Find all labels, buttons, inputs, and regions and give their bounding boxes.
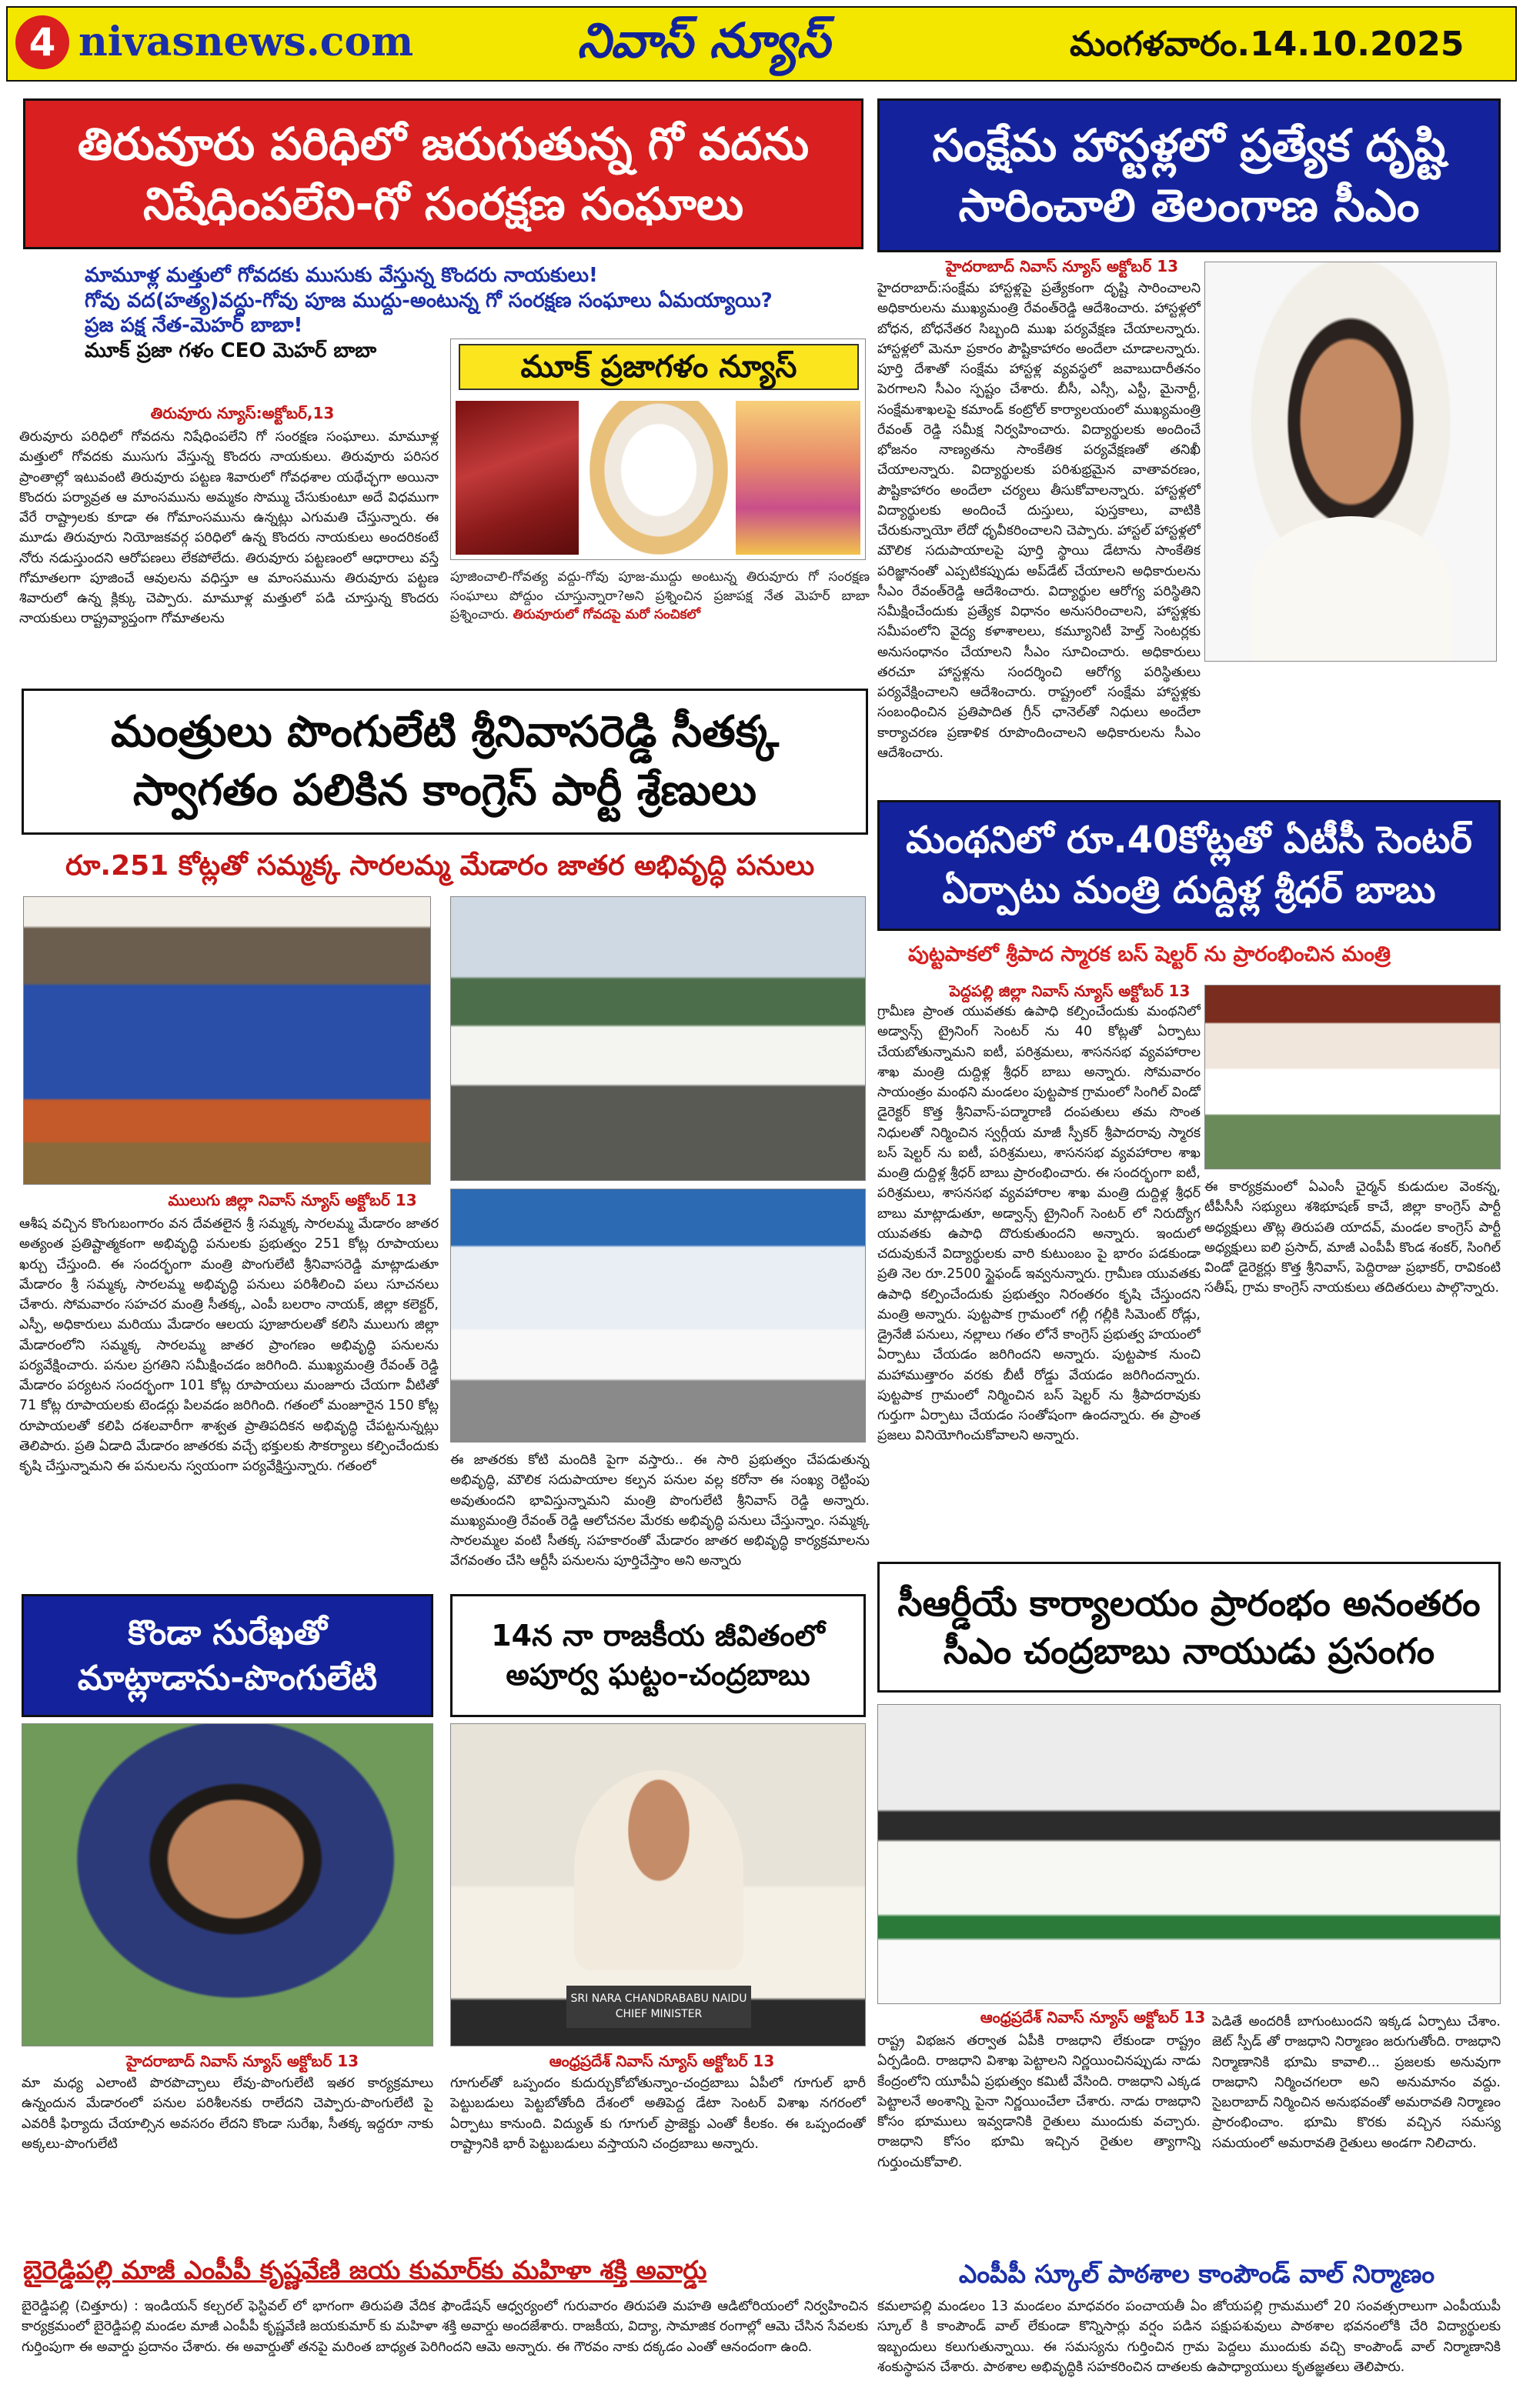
a4-subheadline: పుట్టపాకలో శ్రీపాద స్మారక బస్ షెల్టర్ ను ప్రారంభించిన మంత్రి [908,942,1391,966]
a6-headline: కొండా సురేఖతో మాట్లాడాను-పొంగులేటి [22,1594,433,1717]
a3-photo-3 [450,1189,866,1442]
site-name[interactable]: nivasnews.com [78,18,414,65]
a1-dateline: తిరువూరు న్యూస్:అక్టోబర్,13 [150,404,335,422]
a4-body: గ్రామీణ ప్రాంత యువతకు ఉపాధి కల్పించేందుకు మంథనిలో అడ్వాన్స్ ట్రైనింగ్ సెంటర్ ను 40 కోట్లతో ఏర్పాటు చేయబోతున్నామని ఐటీ, పరిశ్రమలు, శాసనసభ వ్యవహారాల శాఖ మంత్రి దుద్దిళ్ల శ్రీధర్ బాబు అన్నారు. సోమవారం సాయంత్రం మంథని మండలం పుట్టపాక గ్రామంలో సింగిల్ విండో డైరెక్టర్ కొత్త శ్రీనివాస్-పద్మారాణి దంపతులు తమ సొంత నిధులతో నిర్మించిన స్వర్గీయ మాజీ స్పీకర్ శ్రీపాదరావు స్మారక బస్ షెల్టర్ ను ఐటీ, పరిశ్రమలు, శాసనసభ వ్యవహారాల శాఖ మంత్రి దుద్దిళ్ల శ్రీధర్ బాబు ప్రారంభించారు. ఈ సందర్భంగా ఐటీ, పరిశ్రమలు, శాసనసభ వ్యవహారాల శాఖ మంత్రి దుద్దిళ్ల శ్రీధర్ బాబు మాట్లాడుతూ, అడ్వాన్స్ ట్రైనింగ్ సెంటర్ లో నిరుద్యోగ యువతకు ఉపాధి దొరుకుతుందని అన్నారు. ఇందులో చదువుకునే విద్యార్థులకు వారి కుటుంబం పై భారం పడకుండా ప్రతి నెల రూ.2500 స్టైఫండ్ ఇవ్వనున్నారు. గ్రామీణ యువతకు ఉపాధి కల్పించేందుకు ప్రభుత్వం నిరంతరం కృషి చేస్తుందని మంత్రి అన్నారు. పుట్టపాక గ్రామంలో గల్లీ గల్లీకి సిమెంట్ రోడ్లు, డ్రైనేజీ పనులు, నల్లాలు గతం లోనే కాంగ్రెస్ ప్రభుత్వ హయంలో ఏర్పాటు చేయడం జరిగిందని అన్నారు. పుట్టపాక నుంచి మహాముత్తారం వరకు బీటీ రోడ్డు వేయడం జరిగిందన్నారు. పుట్టపాక గ్రామంలో నిర్మించిన బస్ షెల్టర్ ను శ్రీపాదరావుకు గుర్తుగా ఏర్పాటు చేయడం సంతోషంగా ఉందన్నారు. ఈ ప్రాంత ప్రజలు వినియోగించుకోవాలని అన్నారు. [877,1004,1201,1444]
paper-title: నివాస్ న్యూస్ [577,12,830,68]
a1-sub-3: ప్రజ పక్ష నేత-మెహర్ బాబా! [85,314,303,337]
page-number: 4 [15,15,69,69]
a2-dateline: హైదరాబాద్ నివాస్ న్యూస్ అక్టోబర్ 13 [945,257,1179,275]
cow-image [589,401,728,555]
a3-body-2: ఈ జాతరకు కోటి మందికి పైగా వస్తారు.. ఈ సారి ప్రభుత్వం చేపడుతున్న అభివృద్ధి, మౌలిక సదుపాయాల కల్పన పనుల వల్ల కరోనా ఈ సంఖ్య రెట్టింపు అవుతుందని భావిస్తున్నామని మంత్రి పొంగులేటి శ్రీనివాస్ రెడ్డి అన్నారు. ముఖ్యమంత్రి రేవంత్ రెడ్డి ఆలోచనల మేరకు అభివృద్ధి పనులు చేస్తున్నాం. సమ్మక్క సారలమ్మల వంటి సీతక్క సహకారంతో మేడారం జాతర అభివృద్ధి కార్యక్రమాలను వేగవంతం చేసి ఆర్టీసీ పనులను పూర్తిచేస్తాం అని అన్నారు [450,1452,870,1569]
a1-photo-title: మూక్ ప్రజాగళం న్యూస్ [459,344,859,390]
a3-photo-2 [450,896,866,1181]
a1-body: తిరువూరు పరిధిలో గోవదను నిషేధింపలేని గో సంరక్షణ సంఘాలు. మామూళ్ల మత్తులో గోవదకు ముసుగు వేస్తున్న కొందరు నాయకులు. తిరువూరు పరిసర ప్రాంతాల్లో ఇటువంటి తిరువూరు పట్టణ శివారులో గోవధశాల యథేచ్ఛగా అయినా కొందరు పర్యావ్రత ఆ మాంసమును అమ్మకం సొమ్ము చేసుకుంటూ అదే విధముగా వేరే రాష్ట్రాలకు కూడా ఈ గోమాంసమును ఉన్నట్లు ఎగుమతి చేస్తున్నారు. ఈ మూడు తిరువూరు నియోజకవర్గ పరిధిలో ఉన్న కొందరు నాయకులు అందరికంటే నోరు నడుస్తుందని ఆరోపణలు లేకపోలేదు. తిరువూరు పట్టణంలో ఆధారాలు వస్తే గోమాతలగా పూజించే ఆవులను వధిస్తూ ఆ మాంసమును తిరువూరు పట్టణ శివారులో ఉన్న క్లిక్కు చెప్పారు. మామూళ్ల మత్తులో పడి చూస్తున్న కొందరు నాయకులు రాష్ట్రవ్యాప్తంగా గోమాతలను [19,429,439,627]
a5-body-2: పెడితే అందరికీ బాగుంటుందని ఇక్కడ ఏర్పాటు చేశాం. జెట్ స్పీడ్ తో రాజధాని నిర్మాణం జరుగుతోంది. రాజధాని నిర్మాణానికి భూమి కావాలి... ప్రజలకు అనువుగా రాజధాని నిర్మించగలరా అని అనుమానం వద్దు. సైబరాబాద్ నిర్మించిన అనుభవంతో అమరావతి నిర్మాణం ప్రారంభించాం. భూమి కొరకు వచ్చిన సమస్య సమయంలో అమరావతి రైతులు అండగా నిలిచారు. [1212,2014,1501,2151]
a3-dateline: ములుగు జిల్లా నివాస్ న్యూస్ అక్టోబర్ 13 [168,1191,417,1209]
a5-body: రాష్ట్ర విభజన తర్వాత ఏపీకి రాజధాని లేకుండా రాష్ట్రం ఏర్పడింది. రాజధాని విశాఖ పెట్టాలని నిర్ణయించినప్పుడు నాడు కేంద్రంలోని యూపీఏ ప్రభుత్వం కమిటీ వేసింది. రాజధాని ఎక్కడ పెట్టాలనే అంశాన్ని పైనా నిర్ణయించేలా చేశారు. నాడు రాజధాని కోసం భూములు ఇవ్వడానికి రైతులు ముందుకు వచ్చారు. రాజధాని కోసం భూమి ఇచ్చిన రైతుల త్యాగాన్ని గుర్తుంచుకోవాలి. [877,2033,1201,2170]
a1-sub-1: మామూళ్ల మత్తులో గోవదకు ముసుకు వేస్తున్న కొందరు నాయకులు! [85,264,598,287]
deities-image [736,401,860,555]
a3-headline: మంత్రులు పొంగులేటి శ్రీనివాసరెడ్డి సీతక్క స్వాగతం పలికిన కాంగ్రెస్ పార్టీ శ్రేణులు [22,689,868,835]
a7-body: గూగుల్‌తో ఒప్పందం కుదుర్చుకోబోతున్నాం-చంద్రబాబు ఏపీలో గూగుల్ భారీ పెట్టుబడులు పెట్టబోతోంది దేశంలో అతిపెద్ద డేటా సెంటర్ విశాఖ నగరంలో ఏర్పాటు కానుంది. విద్యుత్ కు గూగుల్ ప్రాజెక్టు ఎంతో కీలకం. ఈ ఒప్పందంతో రాష్ట్రానికి భారీ పెట్టుబడులు వస్తాయని చంద్రబాబు అన్నారు. [450,2076,866,2152]
a6-dateline: హైదరాబాద్ నివాస్ న్యూస్ అక్టోబర్ 13 [125,2052,359,2070]
a1-sub-4: మూక్ ప్రజా గళం CEO మెహర్ బాబా [85,339,377,362]
a4-photo [1204,985,1501,1169]
nameplate: SRI NARA CHANDRABABU NAIDU CHIEF MINISTER [566,1986,751,2028]
a7-photo [450,1723,866,2046]
a4-body-2: ఈ కార్యక్రమంలో ఏఎంసీ చైర్మన్ కుడుదుల వెంకన్న, టీపీసీసీ సభ్యులు శశిభూషణ్ కాచే, జిల్లా కాంగ్రెస్ పార్టీ అధ్యక్షులు తొట్ల తిరుపతి యాదవ్, మండల కాంగ్రెస్ పార్టీ అధ్యక్షులు ఐలి ప్రసాద్, మాజీ ఎంపీపీ కొండ శంకర్, సింగిల్ విండో డైరెక్టర్లు కొత్త శ్రీనివాస్, పెద్దిరాజు ప్రభాకర్, రావికంటి సతీష్, గ్రామ కాంగ్రెస్ నాయకులు తదితరులు పాల్గొన్నారు. [1204,1179,1501,1296]
a2-headline: సంక్షేమ హాస్టళ్లలో ప్రత్యేక దృష్టి సారించాలి తెలంగాణ సీఎం [877,98,1501,252]
a5-headline: సీఆర్డీయే కార్యాలయం ప్రారంభం అనంతరం సీఎం చంద్రబాబు నాయుడు ప్రసంగం [877,1562,1501,1693]
issue-date: మంగళవారం.14.10.2025 [1070,25,1465,64]
a3-subheadline: రూ.251 కోట్లతో సమ్మక్క సారలమ్మ మేడారం జాతర అభివృద్ధి పనులు [65,850,815,882]
a1-photo-caption: పూజించాలి-గోవత్య వద్దు-గోవు పూజ-ముద్దు అంటున్న తిరువూరు గో సంరక్షణ సంఘాలు పోద్దుం చూస్తున్నారా?అని ప్రశ్నించిన ప్రజాపక్ష నేత మెహర్ బాబా ప్రశ్నించారు. తిరువూరులో గోవదపై మరో సంచికలో [450,569,870,623]
a4-dateline: పెద్దపల్లి జిల్లా నివాస్ న్యూస్ అక్టోబర్ 13 [949,982,1191,1000]
a7-dateline: ఆంధ్రప్రదేశ్ నివాస్ న్యూస్ అక్టోబర్ 13 [549,2052,775,2070]
a3-body: ఆశీష వచ్చిన కొంగుబంగారం వన దేవతలైన శ్రీ సమ్మక్క సారలమ్మ మేడారం జాతర అత్యంత ప్రతిష్టాత్మకంగా అభివృద్ధి పనులకు ప్రభుత్వం 251 కోట్ల రూపాయలు ఖర్చు చేస్తుంది. ఈ సందర్భంగా మంత్రి పొంగులేటి శ్రీనివాసరెడ్డి మాట్లాడుతూ మేడారం శ్రీ సమ్మక్క సారలమ్మ అభివృద్ధి పనులు పరిశీలించి పలు సూచనలు చేశారు. సోమవారం సహచర మంత్రి సీతక్క, ఎంపీ బలరాం నాయక్, జిల్లా కలెక్టర్, ఎస్పీ, అధికారులు మరియు మేడారం ఆలయ పూజారులతో కలిసి ములుగు జిల్లా మేడారంలోని సమ్మక్క సారలమ్మ జాతర ప్రాంగణం అభివృద్ధి పనులను పర్యవేక్షించారు. పనుల ప్రగతిని సమీక్షించడం జరిగింది. ముఖ్యమంత్రి రేవంత్ రెడ్డి మేడారం పర్యటన సందర్భంగా 101 కోట్ల రూపాయలు మంజూరు చేయగా వీటితో 71 కోట్ల రూపాయలకు టెండర్లు పిలవడం జరిగింది. గతంలో మంజూరైన 150 కోట్ల రూపాయలతో కలిపి దశలవారీగా శాశ్వత ప్రాతిపదికన అభివృద్ధి చేపట్టనున్నట్లు తెలిపారు. ప్రతి ఏడాది మేడారం జాతరకు వచ్చే భక్తులకు సౌకర్యాలు కల్పించేందుకు కృషి చేస్తున్నామని ఈ పనులను స్వయంగా పర్యవేక్షిస్తున్నారు. గతంలో [19,1216,439,1474]
a7-headline: 14న నా రాజకీయ జీవితంలో అపూర్వ ఘట్టం-చంద్రబాబు [450,1594,866,1717]
meat-image [456,401,579,555]
a9-body: కమలాపల్లి మండలం 13 మండలం మాధవరం పంచాయతీ ఏం జోయపల్లి గ్రామములో 20 సంవత్సరాలుగా ఎంపీయుపీ స్కూల్ కి కాంపౌండ్ వాల్ లేకుండా కొన్నిసార్లు వర్షం పడిన పక్షుపశువులు పాఠశాల భవనంలోకి చేరి విద్యార్థులకు ఇబ్బందులు కలుగుతున్నాయి. ఈ సమస్యను గుర్తించిన గ్రామ పెద్దలు ముందుకు వచ్చి కాంపౌండ్ వాల్ నిర్మాణానికి శంకుస్థాపన చేశారు. పాఠశాల అభివృద్ధికి సహకరించిన దాతలకు ఉపాధ్యాయులు కృతజ్ఞతలు తెలిపారు. [877,2299,1501,2375]
a4-headline: మంథనిలో రూ.40కోట్లతో ఏటీసీ సెంటర్ ఏర్పాటు మంత్రి దుద్దిళ్ల శ్రీధర్ బాబు [877,800,1501,931]
a3-photo-1 [23,896,431,1185]
a5-photo [877,1704,1501,2004]
masthead [6,6,1517,82]
a9-headline: ఎంపీపీ స్కూల్ పాఠశాల కాంపౌండ్ వాల్ నిర్మాణం [958,2259,1435,2289]
a5-dateline: ఆంధ్రప్రదేశ్ నివాస్ న్యూస్ అక్టోబర్ 13 [980,2008,1206,2026]
a8-headline: బైరెడ్డిపల్లి మాజీ ఎంపీపీ కృష్ణవేణి జయ కుమార్‌కు మహిళా శక్తి అవార్డు [23,2255,707,2285]
cm-figure [574,1770,743,1970]
a1-sub-2: గోవు వద(హత్య)వద్దు-గోవు పూజ ముద్దు-అంటున్న గో సంరక్షణ సంఘాలు ఏమయ్యాయి? [85,288,773,312]
a1-headline: తిరువూరు పరిధిలో జరుగుతున్న గో వదను నిషేధింపలేని-గో సంరక్షణ సంఘాలు [23,98,863,249]
a2-photo-cm [1204,262,1497,662]
a6-photo [22,1723,433,2046]
a2-body: హైదరాబాద్:సంక్షేమ హాస్టళ్లపై ప్రత్యేకంగా దృష్టి సారించాలని అధికారులను ముఖ్యమంత్రి రేవంత్‌రెడ్డి ఆదేశించారు. హాస్టళ్లలో బోధన, బోధనేతర సిబ్బంది ముఖ పర్యవేక్షణ చేయాలన్నారు. హాస్టళ్లలో మెనూ ప్రకారం పౌష్టికాహారం అందేలా చూడాలన్నారు. పూర్తి దేశాతో సంక్షేమ హాస్టళ్ల వ్యవస్థలో జవాబుదారీతనం పెరగాలని సీఎం స్పష్టం చేశారు. బీసీ, ఎస్సీ, ఎస్టీ, మైనార్టీ, సంక్షేమశాఖలపై కమాండ్ కంట్రోల్ కార్యాలయంలో ముఖ్యమంత్రి రేవంత్ రెడ్డి సమీక్ష నిర్వహించారు. విద్యార్థులకు అందించే భోజనం నాణ్యతను సాంకేతిక పర్యవేక్షణతో తనిఖీ చేయాలన్నారు. విద్యార్థులకు పరిశుభ్రమైన వాతావరణం, పౌష్టికాహారం అందేలా చర్యలు తీసుకోవాలన్నారు. హాస్టళ్లలో విద్యార్థులకు అందించే దుస్తులు, పుస్తకాలు, వాటికి చేరుకున్నాయో లేదో ధృవీకరించాలని చెప్పారు. హాస్టల్ హాస్టళ్లలో మౌలిక సదుపాయాలపై పూర్తి స్థాయి డేటాను సాంకేతిక పరిజ్ఞానంతో ఎప్పటికప్పుడు అప్‌డేట్ చేయాలని అధికారులను సీఎం రేవంత్‌రెడ్డి ఆదేశించారు. విద్యార్థుల ఆరోగ్య పరిస్థితిని సమీక్షించేందుకు ప్రత్యేక విధానం అనుసరించాలని, హాస్టళ్లకు సమీపంలోని వైద్య కళాశాలలు, కమ్యూనిటీ హెల్త్ సెంటర్లకు అనుసంధానం చేయాలని సీఎం సూచించారు. అధికారులు తరచూ హాస్టళ్లను సందర్శించి ఆరోగ్య పరిస్థితులు పర్యవేక్షించాలని ఆదేశించారు. రాష్ట్రంలో సంక్షేమ హాస్టళ్లకు సంబంధించిన ప్రతిపాదిత గ్రీన్ ఛానెల్‌తో నిధులు అందేలా కార్యాచరణ ప్రణాళిక రూపొందించాలని అధికారులను సీఎం ఆదేశించారు. [877,281,1201,761]
shirt-shape [1251,516,1451,662]
a1-photo [450,339,866,560]
a8-body: బైరెడ్డిపల్లి (చిత్తూరు) : ఇండియన్ కల్చరల్ ఫెస్టివల్ లో భాగంగా తిరుపతి వేదిక ఫౌండేషన్ ఆధ్వర్యంలో గురువారం తిరుపతి మహతి ఆడిటోరియంలో నిర్వహించిన కార్యక్రమంలో బైరెడ్డిపల్లి మండల మాజీ ఎంపీపీ కృష్ణవేణి జయకుమార్ కు మహిళా శక్తి అవార్డు అందజేశారు. రాజకీయ, విద్యా, సామాజిక రంగాల్లో ఆమె చేసిన సేవలకు గుర్తింపుగా ఈ అవార్డు ప్రదానం చేశారు. ఈ అవార్డుతో తనపై మరింత బాధ్యత పెరిగిందని ఆమె అన్నారు. ఈ గౌరవం నాకు దక్కడం ఎంతో ఆనందంగా ఉంది. [22,2299,868,2355]
a6-body: మా మధ్య ఎలాంటి పొరపొచ్చాలు లేవు-పొంగులేటి ఇతర కార్యక్రమాలు ఉన్నందున మేడారంలో పనుల పరిశీలనకు రాలేదని చెప్పారు-పొంగులేటి పై ఎవరికీ ఫిర్యాదు చేయాల్సిన అవసరం లేదని కొండా సురేఖ, సీతక్క ఇద్దరూ నాకు అక్కలు-పొంగులేటి [22,2076,433,2152]
